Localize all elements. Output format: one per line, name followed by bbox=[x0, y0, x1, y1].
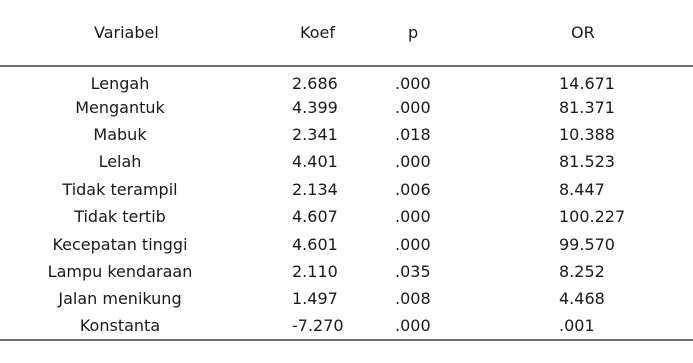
cell-coef: 2.686 bbox=[292, 73, 338, 93]
cell-variable: Tidak terampil bbox=[62, 179, 178, 199]
header-p: p bbox=[390, 0, 465, 66]
cell-p: .000 bbox=[395, 207, 431, 227]
cell-coef: 4.399 bbox=[292, 97, 338, 117]
cell-coef: 1.497 bbox=[292, 289, 338, 309]
cell-p: .018 bbox=[395, 124, 431, 144]
cell-p: .000 bbox=[395, 73, 431, 93]
cell-p: .035 bbox=[395, 261, 431, 281]
cell-variable: Lampu kendaraan bbox=[47, 261, 193, 281]
cell-variable: Tidak tertib bbox=[74, 207, 166, 227]
cell-or: 4.468 bbox=[559, 289, 605, 309]
cell-or: 99.570 bbox=[559, 234, 615, 254]
table-body bbox=[0, 66, 693, 340]
cell-p: .000 bbox=[395, 234, 431, 254]
header-coef: Koef bbox=[240, 0, 390, 66]
table-row bbox=[0, 285, 693, 312]
cell-coef: 4.607 bbox=[292, 207, 338, 227]
cell-coef: 2.341 bbox=[292, 124, 338, 144]
table-row bbox=[0, 93, 693, 120]
cell-coef: 4.401 bbox=[292, 152, 338, 172]
header-row bbox=[0, 0, 693, 66]
cell-or: 81.523 bbox=[559, 152, 615, 172]
cell-p: .000 bbox=[395, 152, 431, 172]
table-row bbox=[0, 230, 693, 257]
cell-or: 8.447 bbox=[559, 179, 605, 199]
cell-coef: 2.134 bbox=[292, 179, 338, 199]
cell-coef: 4.601 bbox=[292, 234, 338, 254]
table-row bbox=[0, 258, 693, 285]
cell-or: 10.388 bbox=[559, 124, 615, 144]
header-or: OR bbox=[465, 0, 693, 66]
cell-p: .008 bbox=[395, 289, 431, 309]
cell-or: 100.227 bbox=[559, 207, 626, 227]
cell-p: .006 bbox=[395, 179, 431, 199]
cell-p: .000 bbox=[395, 97, 431, 117]
cell-variable: Kecepatan tinggi bbox=[52, 234, 188, 254]
cell-variable: Konstanta bbox=[0, 313, 240, 340]
cell-or: .001 bbox=[465, 313, 693, 340]
table-row bbox=[0, 121, 693, 148]
table-row bbox=[0, 148, 693, 175]
cell-variable: Lengah bbox=[90, 73, 150, 93]
table-row bbox=[0, 66, 693, 93]
table-row bbox=[0, 203, 693, 230]
cell-or: 14.671 bbox=[559, 73, 615, 93]
cell-variable: Jalan menikung bbox=[58, 289, 182, 309]
cell-p: .000 bbox=[390, 313, 465, 340]
table-row bbox=[0, 313, 693, 340]
table-row bbox=[0, 176, 693, 203]
cell-variable: Mengantuk bbox=[75, 97, 165, 117]
cell-variable: Mabuk bbox=[93, 124, 147, 144]
cell-coef: 2.110 bbox=[292, 261, 338, 281]
header-variable: Variabel bbox=[0, 0, 240, 66]
cell-variable: Lelah bbox=[98, 152, 142, 172]
cell-or: 8.252 bbox=[559, 261, 605, 281]
cell-or: 81.371 bbox=[559, 97, 615, 117]
table-header bbox=[0, 0, 693, 66]
cell-coef: -7.270 bbox=[240, 313, 390, 340]
